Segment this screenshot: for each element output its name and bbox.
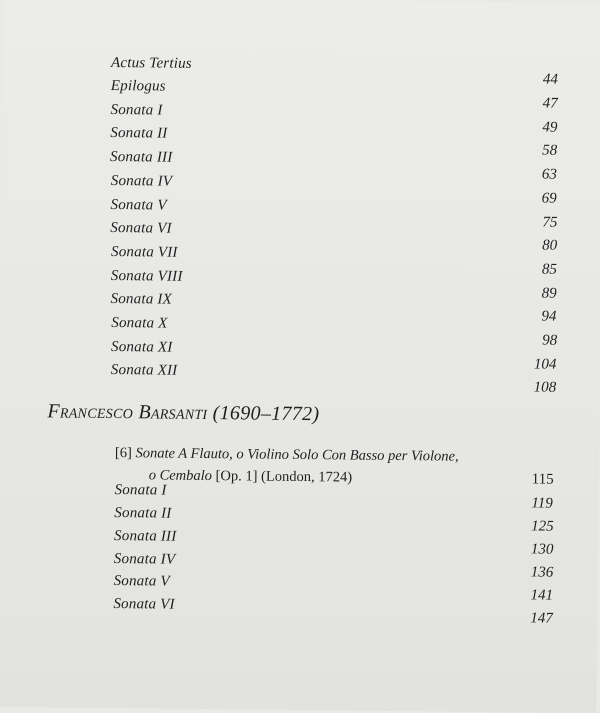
page-number: 108 <box>533 379 557 396</box>
page-number: 136 <box>530 564 554 581</box>
page-number: 75 <box>542 214 558 231</box>
page-number: 141 <box>530 587 554 604</box>
page-number: 85 <box>541 261 557 278</box>
toc-entry: Sonata III <box>109 149 173 166</box>
toc-entry: Sonata V <box>113 573 170 590</box>
toc-entry: Sonata II <box>114 505 172 522</box>
page-number: 47 <box>542 95 558 112</box>
toc-entry: Sonata VII <box>110 244 178 261</box>
page-number: 98 <box>542 332 558 349</box>
toc-entry: Sonata IV <box>110 173 173 190</box>
work-title-italic-2: o Cembalo <box>148 467 213 485</box>
page-number: 80 <box>542 237 558 254</box>
toc-entry: Sonata VI <box>113 596 175 613</box>
toc-entry: Sonata X <box>111 315 168 332</box>
toc-entry: Sonata IX <box>110 291 173 308</box>
page-number: 63 <box>541 166 557 183</box>
work-number: [6] <box>114 445 136 462</box>
toc-entry: Sonata III <box>114 528 177 545</box>
page-number: 104 <box>533 356 557 373</box>
page-number: 115 <box>531 471 554 488</box>
toc-entry: Sonata VIII <box>110 268 183 285</box>
toc-entry: Sonata IV <box>113 551 176 568</box>
page-number: 94 <box>541 308 557 325</box>
toc-entry: Sonata V <box>110 197 167 214</box>
composer-heading: Francesco Barsanti (1690–1772) <box>47 400 320 426</box>
toc-entry: Sonata I <box>114 482 167 499</box>
page-number: 125 <box>531 518 554 535</box>
page-number: 147 <box>530 610 553 627</box>
page-number: 130 <box>530 541 554 558</box>
page-number: 49 <box>542 119 558 136</box>
page-number: 89 <box>541 285 557 302</box>
work-details: [Op. 1] (London, 1724) <box>211 468 353 486</box>
work-title-line-2 <box>115 464 505 490</box>
toc-entry: Epilogus <box>110 78 166 95</box>
page-number: 44 <box>542 71 558 88</box>
toc-entry: Sonata VI <box>110 220 172 237</box>
toc-entry: Sonata XI <box>110 339 173 356</box>
page-number: 119 <box>531 495 553 512</box>
work-title-italic-1: Sonate A Flauto, o Violino Solo Con Basso per Violone, <box>135 445 459 465</box>
toc-entry: Actus Tertius <box>110 55 192 72</box>
page-number: 58 <box>542 142 558 159</box>
toc-entry: Sonata I <box>110 102 163 119</box>
toc-entry: Sonata II <box>110 125 168 142</box>
toc-entry: Sonata XII <box>110 362 178 379</box>
work-title <box>115 442 505 490</box>
page-number: 69 <box>541 190 557 207</box>
